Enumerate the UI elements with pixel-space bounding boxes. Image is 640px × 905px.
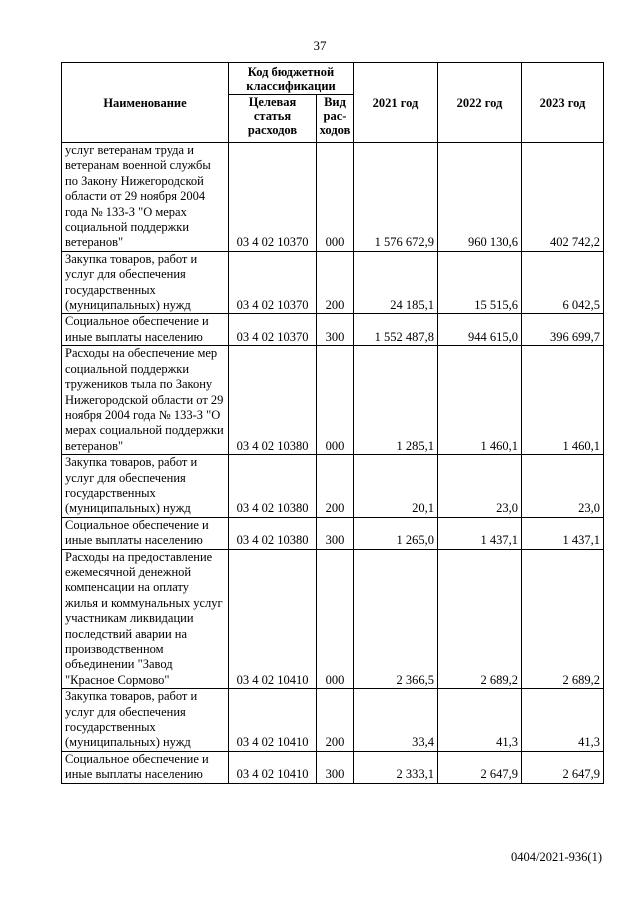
header-name: Наименование bbox=[62, 63, 229, 143]
row-value-2023: 23,0 bbox=[522, 455, 604, 518]
row-value-2021: 1 552 487,8 bbox=[354, 314, 438, 346]
row-target-code: 03 4 02 10380 bbox=[229, 346, 317, 455]
row-value-2023: 6 042,5 bbox=[522, 251, 604, 314]
row-expense-type: 300 bbox=[317, 517, 354, 549]
row-value-2023: 1 437,1 bbox=[522, 517, 604, 549]
row-name: Расходы на предоставление ежемесячной денежной компенсации на оплату жилья и коммунальных услуг участникам ликвидации последствий аварии на производственном объединении "Завод "Красное Сормово" bbox=[62, 549, 229, 689]
row-name: Расходы на обеспечение мер социальной поддержки тружеников тыла по Закону Нижегородской области от 29 ноября 2004 года № 133-З "О мерах социальной поддержки ветеранов" bbox=[62, 346, 229, 455]
table-row bbox=[62, 455, 604, 518]
row-value-2021: 1 576 672,9 bbox=[354, 143, 438, 252]
row-name: Социальное обеспечение и иные выплаты населению bbox=[62, 314, 229, 346]
row-value-2021: 20,1 bbox=[354, 455, 438, 518]
row-target-code: 03 4 02 10380 bbox=[229, 455, 317, 518]
row-name: Социальное обеспечение и иные выплаты населению bbox=[62, 751, 229, 783]
row-value-2023: 1 460,1 bbox=[522, 346, 604, 455]
row-name: Закупка товаров, работ и услуг для обеспечения государственных (муниципальных) нужд bbox=[62, 251, 229, 314]
header-year-2023: 2023 год bbox=[522, 63, 604, 143]
page-number: 37 bbox=[313, 38, 327, 53]
row-target-code: 03 4 02 10410 bbox=[229, 549, 317, 689]
document-code: 0404/2021-936(1) bbox=[511, 850, 602, 864]
table-row bbox=[62, 143, 604, 252]
row-name: Закупка товаров, работ и услуг для обеспечения государственных (муниципальных) нужд bbox=[62, 455, 229, 518]
row-expense-type: 200 bbox=[317, 689, 354, 752]
row-value-2023: 2 689,2 bbox=[522, 549, 604, 689]
header-year-2022: 2022 год bbox=[438, 63, 522, 143]
row-target-code: 03 4 02 10410 bbox=[229, 689, 317, 752]
row-value-2022: 15 515,6 bbox=[438, 251, 522, 314]
row-value-2021: 24 185,1 bbox=[354, 251, 438, 314]
budget-table bbox=[61, 62, 604, 784]
header-expense-type: Вид рас-ходов bbox=[317, 95, 354, 143]
row-expense-type: 300 bbox=[317, 751, 354, 783]
header-target-article: Целевая статья расходов bbox=[229, 95, 317, 143]
row-value-2021: 2 333,1 bbox=[354, 751, 438, 783]
table-row bbox=[62, 689, 604, 752]
row-name: Социальное обеспечение и иные выплаты населению bbox=[62, 517, 229, 549]
row-value-2021: 33,4 bbox=[354, 689, 438, 752]
row-value-2021: 1 265,0 bbox=[354, 517, 438, 549]
row-expense-type: 000 bbox=[317, 346, 354, 455]
row-value-2022: 1 460,1 bbox=[438, 346, 522, 455]
table-row bbox=[62, 517, 604, 549]
row-value-2023: 396 699,7 bbox=[522, 314, 604, 346]
row-value-2022: 23,0 bbox=[438, 455, 522, 518]
row-value-2023: 402 742,2 bbox=[522, 143, 604, 252]
header-classification: Код бюджетной классификации bbox=[229, 63, 354, 95]
row-value-2022: 960 130,6 bbox=[438, 143, 522, 252]
table-row bbox=[62, 314, 604, 346]
row-name: услуг ветеранам труда и ветеранам военной службы по Закону Нижегородской области от 29 ноября 2004 года № 133-З "О мерах социальной поддержки ветеранов" bbox=[62, 143, 229, 252]
row-value-2022: 41,3 bbox=[438, 689, 522, 752]
row-value-2023: 2 647,9 bbox=[522, 751, 604, 783]
row-target-code: 03 4 02 10380 bbox=[229, 517, 317, 549]
row-expense-type: 200 bbox=[317, 251, 354, 314]
row-expense-type: 300 bbox=[317, 314, 354, 346]
row-value-2022: 1 437,1 bbox=[438, 517, 522, 549]
table-row bbox=[62, 549, 604, 689]
row-target-code: 03 4 02 10370 bbox=[229, 314, 317, 346]
table-header bbox=[62, 63, 604, 143]
row-value-2021: 2 366,5 bbox=[354, 549, 438, 689]
table-row bbox=[62, 346, 604, 455]
row-name: Закупка товаров, работ и услуг для обеспечения государственных (муниципальных) нужд bbox=[62, 689, 229, 752]
header-year-2021: 2021 год bbox=[354, 63, 438, 143]
row-value-2022: 2 647,9 bbox=[438, 751, 522, 783]
row-expense-type: 000 bbox=[317, 143, 354, 252]
row-value-2022: 944 615,0 bbox=[438, 314, 522, 346]
row-value-2023: 41,3 bbox=[522, 689, 604, 752]
row-value-2021: 1 285,1 bbox=[354, 346, 438, 455]
table-row bbox=[62, 251, 604, 314]
table-row bbox=[62, 751, 604, 783]
row-expense-type: 200 bbox=[317, 455, 354, 518]
row-target-code: 03 4 02 10370 bbox=[229, 143, 317, 252]
row-target-code: 03 4 02 10370 bbox=[229, 251, 317, 314]
row-expense-type: 000 bbox=[317, 549, 354, 689]
row-target-code: 03 4 02 10410 bbox=[229, 751, 317, 783]
row-value-2022: 2 689,2 bbox=[438, 549, 522, 689]
